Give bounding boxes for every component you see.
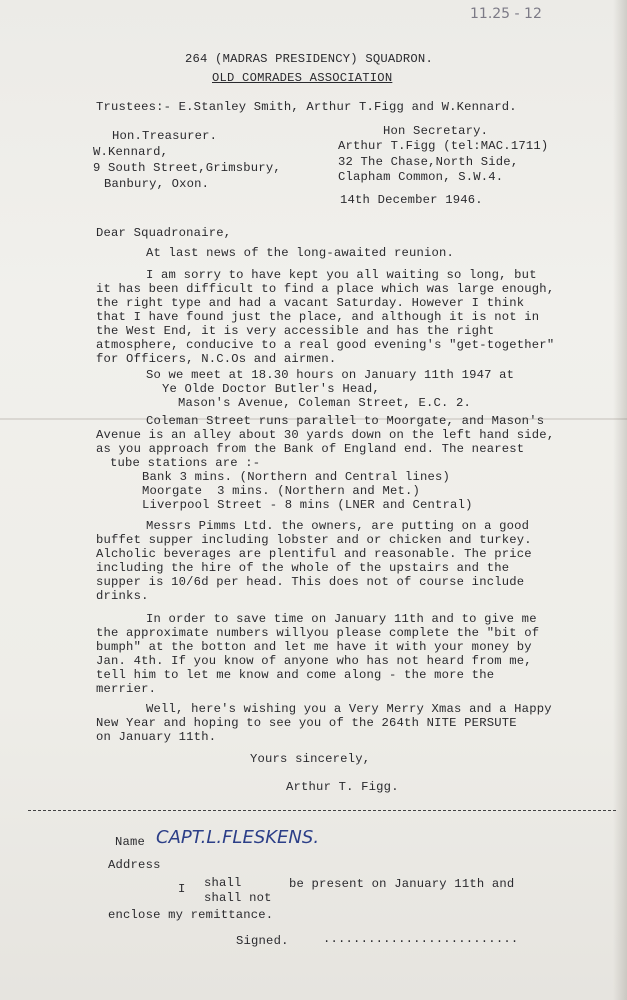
body-line: Avenue is an alley about 30 yards down on the left hand side, <box>96 428 555 442</box>
treasurer-street: 9 South Street,Grimsbury, <box>93 161 281 175</box>
body-line: the approximate numbers willyou please complete the "bit of <box>96 626 540 640</box>
paper-edge-shadow <box>613 0 627 1000</box>
body-line: the West End, it is very accessible and has the right <box>96 324 495 338</box>
body-line: it has been difficult to find a place which was large enough, <box>96 282 555 296</box>
address-field[interactable] <box>170 854 500 870</box>
option-shall-not[interactable]: shall not <box>204 891 272 905</box>
i-label: I <box>178 882 186 896</box>
association-heading: OLD COMRADES ASSOCIATION <box>212 71 393 85</box>
squadron-heading: 264 (MADRAS PRESIDENCY) SQUADRON. <box>185 52 433 66</box>
body-line: At last news of the long-awaited reunion. <box>146 246 455 260</box>
pencil-annotation: 11.25 - 12 <box>470 6 542 22</box>
trustees-line: Trustees:- E.Stanley Smith, Arthur T.Figg and W.Kennard. <box>96 100 517 114</box>
tube-station: Moorgate 3 mins. (Northern and Met.) <box>142 484 421 498</box>
body-line: drinks. <box>96 589 149 603</box>
body-line: including the hire of the whole of the upstairs and the <box>96 561 510 575</box>
body-line: as you approach from the Bank of England end. The nearest <box>96 442 525 456</box>
body-line: bumph" at the botton and let me have it with your money by <box>96 640 532 654</box>
body-line: Messrs Pimms Ltd. the owners, are putting on a good <box>146 519 530 533</box>
enclose-text: enclose my remittance. <box>108 908 274 922</box>
venue-address: Mason's Avenue, Coleman Street, E.C. 2. <box>178 396 472 410</box>
body-line: supper is 10/6d per head. This does not of course include <box>96 575 525 589</box>
secretary-street: 32 The Chase,North Side, <box>338 155 519 169</box>
body-line: Jan. 4th. If you know of anyone who has not heard from me, <box>96 654 532 668</box>
body-line: the right type and had a vacant Saturday. However I think <box>96 296 525 310</box>
secretary-title: Hon Secretary. <box>383 124 489 138</box>
body-line: In order to save time on January 11th and to give me <box>146 612 537 626</box>
body-line: Well, here's wishing you a Very Merry Xmas and a Happy <box>146 702 552 716</box>
closing: Yours sincerely, <box>250 752 371 766</box>
tube-station: Bank 3 mins. (Northern and Central lines) <box>142 470 451 484</box>
treasurer-name: W.Kennard, <box>93 145 169 159</box>
signature-field[interactable]: .......................... <box>323 932 519 946</box>
signed-label: Signed. <box>236 934 289 948</box>
letter-date: 14th December 1946. <box>340 193 483 207</box>
body-line: for Officers, N.C.Os and airmen. <box>96 352 337 366</box>
secretary-town: Clapham Common, S.W.4. <box>338 170 504 184</box>
venue-name: Ye Olde Doctor Butler's Head, <box>162 382 380 396</box>
body-line: I am sorry to have kept you all waiting so long, but <box>146 268 537 282</box>
be-present-text: be present on January 11th and <box>289 877 515 891</box>
body-line: that I have found just the place, and although it is not in <box>96 310 540 324</box>
salutation: Dear Squadronaire, <box>96 226 232 240</box>
tear-off-line <box>28 810 616 811</box>
name-label: Name <box>115 835 146 849</box>
body-line: atmosphere, conducive to a real good evening's "get-together" <box>96 338 555 352</box>
address-label: Address <box>108 858 161 872</box>
treasurer-town: Banbury, Oxon. <box>104 177 210 191</box>
body-line: buffet supper including lobster and or chicken and turkey. <box>96 533 532 547</box>
body-line: So we meet at 18.30 hours on January 11th 1947 at <box>146 368 515 382</box>
name-field[interactable]: CAPT.L.FLESKENS. <box>156 827 320 848</box>
body-line: New Year and hoping to see you of the 264th NITE PERSUTE <box>96 716 517 730</box>
body-line: on January 11th. <box>96 730 217 744</box>
tube-station: Liverpool Street - 8 mins (LNER and Central) <box>142 498 473 512</box>
signature: Arthur T. Figg. <box>286 780 399 794</box>
body-line: Alcholic beverages are plentiful and reasonable. The price <box>96 547 532 561</box>
treasurer-title: Hon.Treasurer. <box>112 129 218 143</box>
secretary-name: Arthur T.Figg (tel:MAC.1711) <box>338 139 549 153</box>
body-line: Coleman Street runs parallel to Moorgate, and Mason's <box>146 414 545 428</box>
body-line: tell him to let me know and come along - the more the <box>96 668 495 682</box>
body-line: merrier. <box>96 682 157 696</box>
option-shall[interactable]: shall <box>204 876 242 890</box>
body-line: tube stations are :- <box>110 456 261 470</box>
